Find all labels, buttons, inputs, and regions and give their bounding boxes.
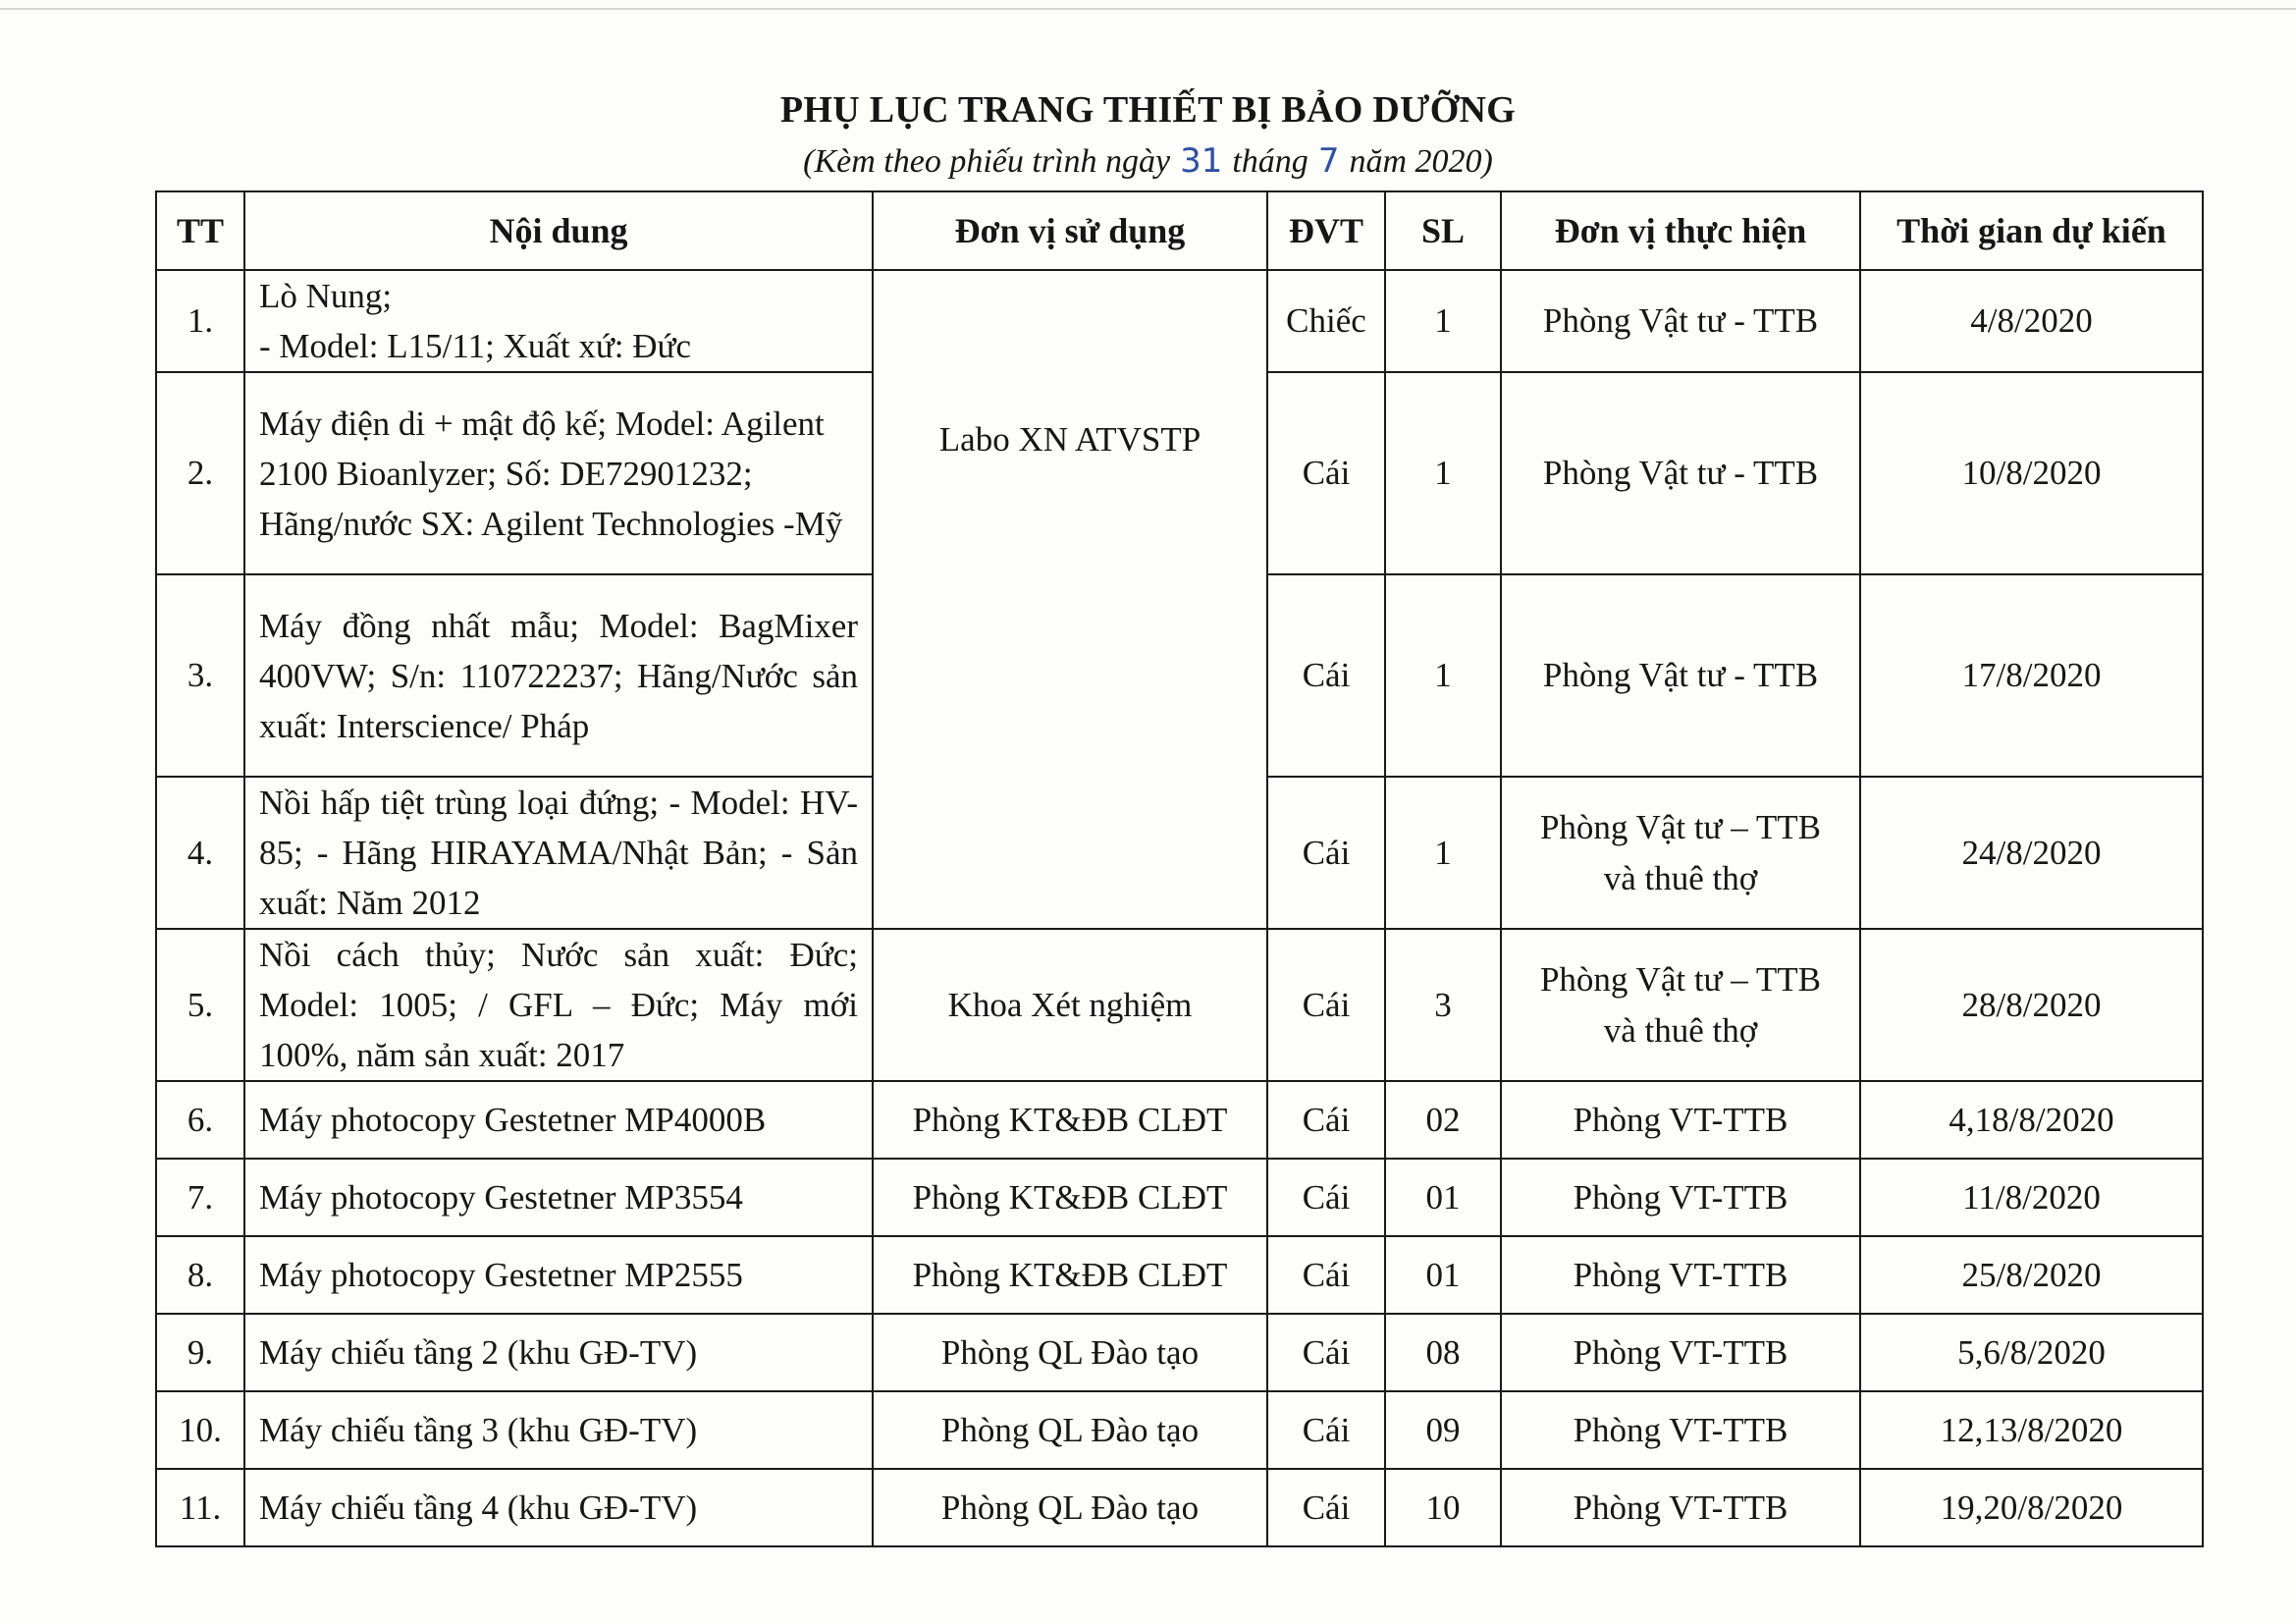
cell-sl: 1 [1385, 270, 1501, 372]
cell-tt: 9. [156, 1314, 244, 1391]
cell-dvt: Cái [1267, 574, 1385, 777]
cell-dvt: Cái [1267, 1081, 1385, 1159]
cell-sl: 01 [1385, 1236, 1501, 1314]
cell-thoi-gian: 12,13/8/2020 [1860, 1391, 2203, 1469]
header-sl: SL [1385, 191, 1501, 270]
cell-thuc-hien: Phòng VT-TTB [1501, 1081, 1860, 1159]
cell-don-vi: Phòng KT&ĐB CLĐT [873, 1236, 1267, 1314]
cell-dvt: Cái [1267, 777, 1385, 929]
cell-dvt: Cái [1267, 1469, 1385, 1546]
cell-thoi-gian: 10/8/2020 [1860, 372, 2203, 574]
table-row [156, 1236, 2203, 1314]
cell-thuc-hien: Phòng VT-TTB [1501, 1159, 1860, 1236]
cell-tt: 3. [156, 574, 244, 777]
cell-don-vi: Phòng KT&ĐB CLĐT [873, 1159, 1267, 1236]
cell-thoi-gian: 25/8/2020 [1860, 1236, 2203, 1314]
cell-tt: 5. [156, 929, 244, 1081]
cell-dvt: Cái [1267, 1391, 1385, 1469]
subtitle-month-label: tháng [1232, 143, 1308, 180]
cell-thuc-hien: Phòng VT-TTB [1501, 1391, 1860, 1469]
cell-sl: 3 [1385, 929, 1501, 1081]
cell-noi-dung: Máy chiếu tầng 3 (khu GĐ-TV) [244, 1391, 873, 1469]
cell-noi-dung: Máy photocopy Gestetner MP3554 [244, 1159, 873, 1236]
cell-noi-dung: Nồi cách thủy; Nước sản xuất: Đức; Model: 1005; / GFL – Đức; Máy mới 100%, năm sản xuất: 2017 [244, 929, 873, 1081]
cell-noi-dung: Lò Nung; - Model: L15/11; Xuất xứ: Đức [244, 270, 873, 372]
cell-tt: 1. [156, 270, 244, 372]
table-row [156, 1159, 2203, 1236]
cell-noi-dung: Máy chiếu tầng 2 (khu GĐ-TV) [244, 1314, 873, 1391]
table-row [156, 270, 2203, 372]
cell-tt: 6. [156, 1081, 244, 1159]
cell-dvt: Cái [1267, 1314, 1385, 1391]
header-noi-dung: Nội dung [244, 191, 873, 270]
cell-thoi-gian: 24/8/2020 [1860, 777, 2203, 929]
cell-noi-dung: Máy chiếu tầng 4 (khu GĐ-TV) [244, 1469, 873, 1546]
cell-thuc-hien: Phòng VT-TTB [1501, 1314, 1860, 1391]
cell-thoi-gian: 17/8/2020 [1860, 574, 2203, 777]
cell-tt: 10. [156, 1391, 244, 1469]
cell-dvt: Cái [1267, 929, 1385, 1081]
cell-don-vi: Phòng QL Đào tạo [873, 1469, 1267, 1546]
cell-sl: 02 [1385, 1081, 1501, 1159]
document-title: PHỤ LỤC TRANG THIẾT BỊ BẢO DƯỠNG [779, 89, 1517, 131]
header-don-vi-thuc-hien: Đơn vị thực hiện [1501, 191, 1860, 270]
cell-tt: 7. [156, 1159, 244, 1236]
table-row [156, 1391, 2203, 1469]
table-row [156, 1081, 2203, 1159]
cell-sl: 10 [1385, 1469, 1501, 1546]
equipment-table [155, 190, 2204, 1547]
cell-sl: 09 [1385, 1391, 1501, 1469]
cell-don-vi: Phòng QL Đào tạo [873, 1314, 1267, 1391]
cell-tt: 8. [156, 1236, 244, 1314]
cell-thuc-hien: Phòng Vật tư - TTB [1501, 372, 1860, 574]
cell-thoi-gian: 19,20/8/2020 [1860, 1469, 2203, 1546]
handwritten-day: 31 [1180, 141, 1223, 181]
header-don-vi-su-dung: Đơn vị sử dụng [873, 191, 1267, 270]
cell-noi-dung: Máy photocopy Gestetner MP4000B [244, 1081, 873, 1159]
cell-don-vi: Phòng KT&ĐB CLĐT [873, 1081, 1267, 1159]
table-row [156, 1314, 2203, 1391]
cell-noi-dung: Máy photocopy Gestetner MP2555 [244, 1236, 873, 1314]
header-thoi-gian: Thời gian dự kiến [1860, 191, 2203, 270]
cell-tt: 4. [156, 777, 244, 929]
cell-sl: 01 [1385, 1159, 1501, 1236]
cell-thuc-hien: Phòng VT-TTB [1501, 1236, 1860, 1314]
header-dvt: ĐVT [1267, 191, 1385, 270]
cell-thuc-hien: Phòng Vật tư - TTB [1501, 574, 1860, 777]
cell-tt: 11. [156, 1469, 244, 1546]
cell-don-vi-merged [873, 270, 1267, 929]
cell-dvt: Chiếc [1267, 270, 1385, 372]
cell-sl: 1 [1385, 777, 1501, 929]
cell-dvt: Cái [1267, 1236, 1385, 1314]
cell-dvt: Cái [1267, 372, 1385, 574]
cell-thoi-gian: 5,6/8/2020 [1860, 1314, 2203, 1391]
handwritten-month: 7 [1317, 141, 1340, 181]
cell-thoi-gian: 4/8/2020 [1860, 270, 2203, 372]
table-header-row [156, 191, 2203, 270]
cell-sl: 08 [1385, 1314, 1501, 1391]
cell-dvt: Cái [1267, 1159, 1385, 1236]
cell-noi-dung: Máy đồng nhất mẫu; Model: BagMixer 400VW; S/n: 110722237; Hãng/Nước sản xuất: Interscience/ Pháp [244, 574, 873, 777]
cell-tt: 2. [156, 372, 244, 574]
don-vi-labo: Labo XN ATVSTP [938, 419, 1201, 459]
cell-noi-dung: Nồi hấp tiệt trùng loại đứng; - Model: HV-85; - Hãng HIRAYAMA/Nhật Bản; - Sản xuất: Năm 2012 [244, 777, 873, 929]
cell-thoi-gian: 28/8/2020 [1860, 929, 2203, 1081]
header-tt: TT [156, 191, 244, 270]
cell-sl: 1 [1385, 372, 1501, 574]
cell-thoi-gian: 4,18/8/2020 [1860, 1081, 2203, 1159]
cell-noi-dung: Máy điện di + mật độ kế; Model: Agilent 2100 Bioanlyzer; Số: DE72901232; Hãng/nước SX: Agilent Technologies -Mỹ [244, 372, 873, 574]
cell-thuc-hien: Phòng Vật tư – TTB và thuê thợ [1501, 929, 1860, 1081]
subtitle-year: năm 2020) [1349, 143, 1493, 180]
cell-sl: 1 [1385, 574, 1501, 777]
cell-don-vi: Khoa Xét nghiệm [873, 929, 1267, 1081]
subtitle-prefix: (Kèm theo phiếu trình ngày [803, 143, 1171, 180]
cell-thoi-gian: 11/8/2020 [1860, 1159, 2203, 1236]
cell-thuc-hien: Phòng Vật tư – TTB và thuê thợ [1501, 777, 1860, 929]
scan-edge [0, 8, 2296, 10]
table-row [156, 929, 2203, 1081]
cell-thuc-hien: Phòng VT-TTB [1501, 1469, 1860, 1546]
cell-don-vi: Phòng QL Đào tạo [873, 1391, 1267, 1469]
cell-thuc-hien: Phòng Vật tư - TTB [1501, 270, 1860, 372]
table-row [156, 1469, 2203, 1546]
document-subtitle [0, 141, 2296, 181]
